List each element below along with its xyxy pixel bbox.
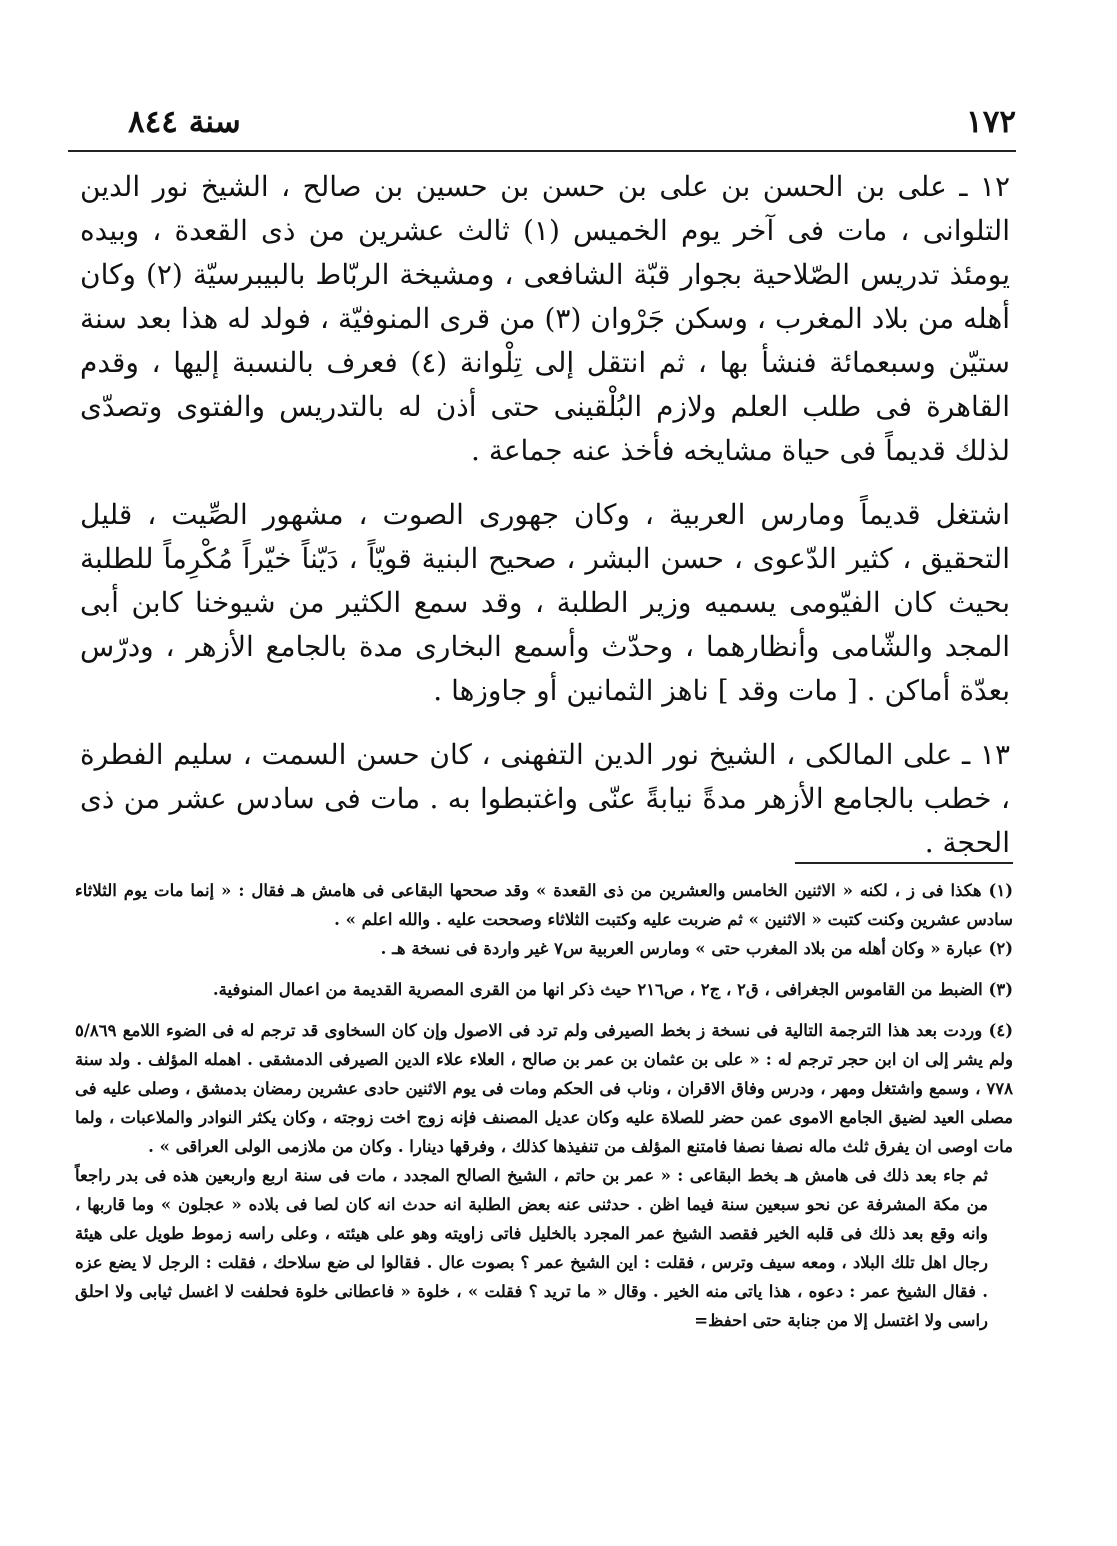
entry-12-continuation: اشتغل قديماً ومارس العربية ، وكان جهورى الصوت ، مشهور الصِّيت ، قليل التحقيق ، كثير الدّعوى ، حسن البشر ، صحيح البنية قويّاً ، دَيّناً خيّراً مُكْرِماً للطلبة بحيث كان الفيّومى يسميه وزير الطلبة ، وقد سمع الكثير من شيوخنا كابن أبى المجد والشّامى وأنظارهما ، وحدّث وأسمع البخارى مدة بالجامع الأزهر ، ودرّس بعدّة أماكن . [ مات وقد ] ناهز الثمانين أو جاوزها .: [80, 498, 1011, 707]
footnotes: [75, 876, 1013, 1335]
footnote-3: (٣) الضبط من القاموس الجغرافى ، ق٢ ، ج٢ ، ص٢١٦ حيث ذكر انها من القرى المصرية القديمة من اعمال المنوفية.: [212, 980, 1013, 999]
footnote-1: (١) هكذا فى ز ، لكنه « الاثنين الخامس والعشرين من ذى القعدة » وقد صححها البقاعى فى هامش هـ فقال : « إنما مات يوم الثلاثاء سادس عشرين وكنت كتبت « الاثنين » ثم ضربت عليه وكتبت الثلاثاء وصححت عليه . والله اعلم » .: [75, 881, 1013, 929]
page-number: ١٧٢: [966, 104, 1016, 140]
running-head: سنة ٨٤٤: [128, 104, 241, 140]
main-text: [80, 165, 1010, 865]
footnote-4: (٤) وردت بعد هذا الترجمة التالية فى نسخة ز بخط الصيرفى ولم ترد فى الاصول وإن كان السخاوى قد ترجم له فى الضوء اللامع ٥/٨٦٩ ولم يشر إلى ان ابن حجر ترجم له : « على بن عثمان بن عمر بن صالح ، العلاء علاء الدين الصيرفى الدمشقى . اهمله المؤلف . ولد سنة ٧٧٨ ، وسمع واشتغل ومهر ، ودرس وفاق الاقران ، وناب فى الحكم ومات فى يوم الاثنين حادى عشرين رمضان بدمشق ، وصلى عليه فى مصلى العيد لضيق الجامع الاموى عمن حضر للصلاة عليه وكان عديل المصنف فإنه زوج اخت زوجته ، وكان يكثر النوادر والملاعبات ، ولما مات اوصى ان يفرق ثلث ماله نصفا نصفا فامتنع المؤلف من تنفيذها كذلك ، وفرقها دينارا . وكان من ملازمى الولى العراقى » .: [75, 1021, 1013, 1156]
entry-13: ١٣ ـ على المالكى ، الشيخ نور الدين التفهنى ، كان حسن السمت ، سليم الفطرة ، خطب بالجامع الأزهر مدةً نيابةً عنّى واغتبطوا به . مات فى سادس عشر من ذى الحجة .: [80, 738, 1010, 859]
footnote-4-continuation: ثم جاء بعد ذلك فى هامش هـ بخط البقاعى : « عمر بن حاتم ، الشيخ الصالح المجدد ، مات فى سنة اربع واربعين هذه فى بدر راجعاً من مكة المشرفة عن نحو سبعين سنة فيما اظن . حدثنى عنه بعض الطلبة انه حدث انه كان لصا فى بلاده « عجلون » وما قاربها ، وانه وقع بعد ذلك فى قلبه الخير فقصد الشيخ عمر المجرد بالخليل فاتى زاويته وهو على هيئته ، وعلى راسه زموط طويل على هيئة رجال اهل تلك البلاد ، ومعه سيف وترس ، فقلت : اين الشيخ عمر ؟ بصوت عال . فقالوا لى ضع سلاحك ، فقلت : الرجل لا يضع عزه . فقال الشيخ عمر : دعوه ، هذا ياتى منه الخير . وقال « ما تريد ؟ فقلت » ، خلوة « فاعطانى خلوة فحلفت لا اغسل ثيابى ولا احلق راسى ولا اغتسل إلا من جنابة حتى احفظ=: [75, 1166, 988, 1330]
page-header: [68, 100, 1016, 152]
entry-12: ١٢ ـ على بن الحسن بن على بن حسن بن حسين بن صالح ، الشيخ نور الدين التلوانى ، مات فى آخر يوم الخميس (١) ثالث عشرين من ذى القعدة ، وبيده يومئذ تدريس الصّلاحية بجوار قبّة الشافعى ، ومشيخة الربّاط بالبيبرسيّة (٢) وكان أهله من بلاد المغرب ، وسكن جَرْوان (٣) من قرى المنوفيّة ، فولد له هذا بعد سنة ستيّن وسبعمائة فنشأ بها ، ثم انتقل إلى تِلْوانة (٤) فعرف بالنسبة إليها ، وقدم القاهرة فى طلب العلم ولازم البُلْقينى حتى أذن له بالتدريس والفتوى وتصدّى لذلك قديماً فى حياة مشايخه فأخذ عنه جماعة .: [80, 170, 1010, 467]
footnote-separator: [795, 862, 1013, 864]
footnote-2: (٢) عبارة « وكان أهله من بلاد المغرب حتى » ومارس العربية س٧ غير واردة فى نسخة هـ .: [380, 939, 1013, 958]
